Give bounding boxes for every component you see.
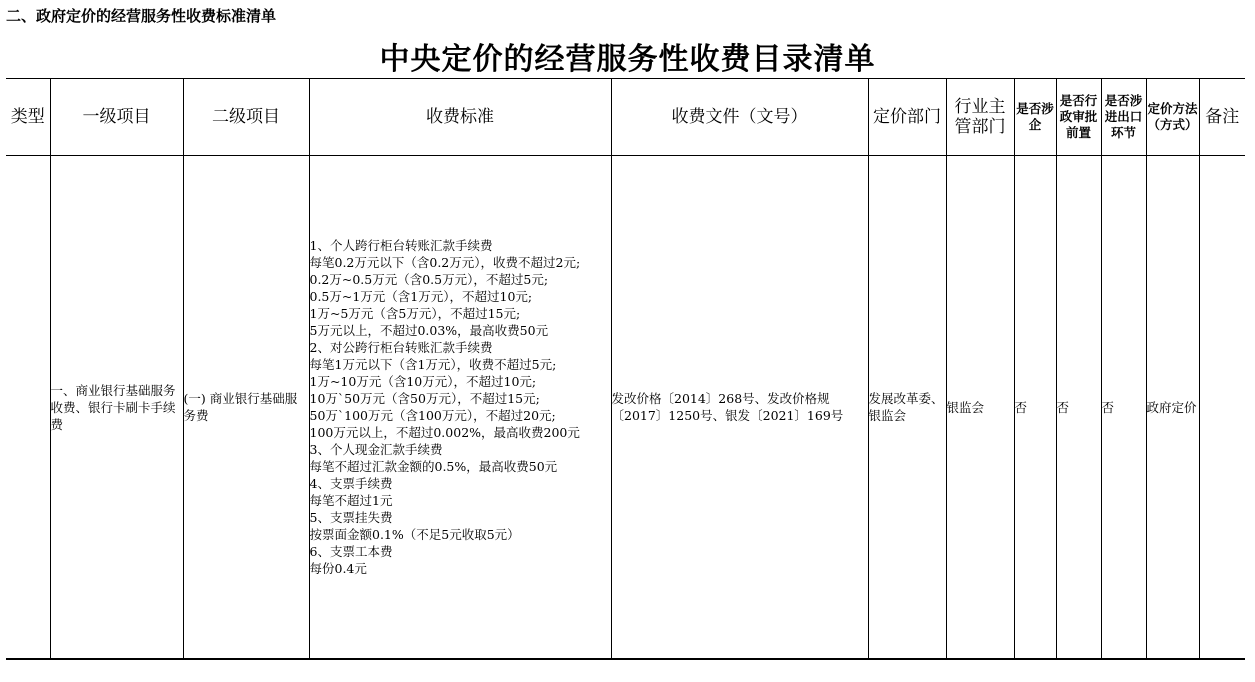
fee-line: 3、个人现金汇款手续费: [309, 442, 443, 457]
fee-line: 6、支票工本费: [309, 544, 393, 559]
cell-pricing-dept: 发展改革委、银监会: [868, 156, 946, 660]
col-header-level2: 二级项目: [183, 79, 309, 156]
cell-standard: [309, 156, 611, 660]
fee-line: 每笔不超过1元: [309, 493, 393, 508]
col-header-type: 类型: [6, 79, 50, 156]
col-header-level1: 一级项目: [50, 79, 183, 156]
col-header-document: 收费文件（文号）: [611, 79, 868, 156]
cell-industry-dept: 银监会: [946, 156, 1014, 660]
col-header-import-export: 是否涉进出口环节: [1101, 79, 1146, 156]
page-title: 中央定价的经营服务性收费目录清单: [379, 42, 876, 77]
cell-type: [6, 156, 50, 660]
cell-import-export: 否: [1101, 156, 1146, 660]
fee-line: 1、个人跨行柜台转账汇款手续费: [309, 238, 493, 253]
col-header-pricing-dept: 定价部门: [868, 79, 946, 156]
fee-line: 100万元以上，不超过0.002%，最高收费200元: [309, 425, 580, 440]
col-header-pricing-method: 定价方法（方式）: [1146, 79, 1199, 156]
fee-line: 0.2万~0.5万元（含0.5万元），不超过5元;: [309, 272, 549, 287]
fee-line: 5万元以上，不超过0.03%，最高收费50元: [309, 323, 549, 338]
fee-line: 1万~10万元（含10万元），不超过10元;: [309, 374, 537, 389]
section-title: 二、政府定价的经营服务性收费标准清单: [6, 7, 277, 25]
fee-table: [6, 78, 1245, 660]
cell-pricing-method: 政府定价: [1146, 156, 1199, 660]
col-header-remarks: 备注: [1199, 79, 1245, 156]
fee-line: 2、对公跨行柜台转账汇款手续费: [309, 340, 493, 355]
fee-line: 4、支票手续费: [309, 476, 393, 491]
cell-remarks: [1199, 156, 1245, 660]
table-header-row: [6, 79, 1245, 156]
cell-level1: 一、商业银行基础服务收费、银行卡刷卡手续费: [50, 156, 183, 660]
fee-line: 50万`100万元（含100万元），不超过20元;: [309, 408, 556, 423]
table-row: [6, 156, 1245, 660]
fee-line: 0.5万~1万元（含1万元），不超过10元;: [309, 289, 533, 304]
col-header-admin-approval: 是否行政审批前置: [1056, 79, 1101, 156]
fee-line: 10万`50万元（含50万元），不超过15元;: [309, 391, 540, 406]
col-header-standard: 收费标准: [309, 79, 611, 156]
fee-line: 每笔0.2万元以下（含0.2万元），收费不超过2元;: [309, 255, 581, 270]
cell-level2: (一) 商业银行基础服务费: [183, 156, 309, 660]
fee-line: 每笔1万元以下（含1万元），收费不超过5元;: [309, 357, 557, 372]
fee-line: 1万~5万元（含5万元），不超过15元;: [309, 306, 521, 321]
cell-admin-approval: 否: [1056, 156, 1101, 660]
cell-document: 发改价格〔2014〕268号、发改价格规〔2017〕1250号、银发〔2021〕169号: [611, 156, 868, 660]
col-header-industry-dept: 行业主管部门: [946, 79, 1014, 156]
fee-line: 按票面金额0.1%（不足5元收取5元）: [309, 527, 520, 542]
fee-line: 5、支票挂失费: [309, 510, 393, 525]
cell-involves-enterprise: 否: [1014, 156, 1056, 660]
fee-line: 每笔不超过汇款金额的0.5%，最高收费50元: [309, 459, 558, 474]
fee-line: 每份0.4元: [309, 561, 367, 576]
col-header-involves-enterprise: 是否涉企: [1014, 79, 1056, 156]
